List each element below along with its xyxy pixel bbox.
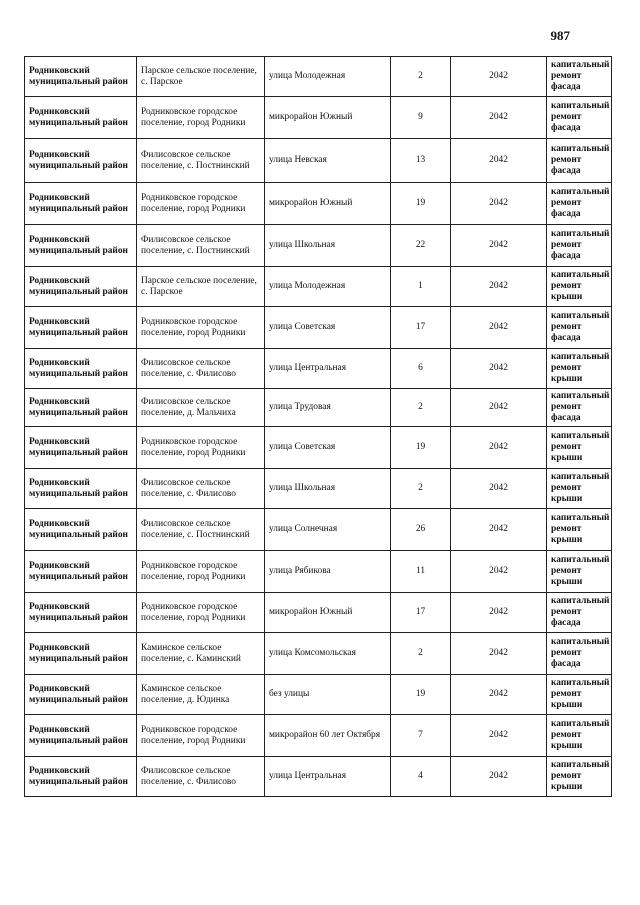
cell-year: 2042	[451, 139, 547, 183]
table-row	[25, 183, 612, 225]
cell-work-type: капитальный ремонт фасада	[547, 97, 612, 139]
table-row	[25, 469, 612, 509]
cell-year: 2042	[451, 389, 547, 427]
cell-district: Родниковский муниципальный район	[25, 139, 137, 183]
cell-district: Родниковский муниципальный район	[25, 183, 137, 225]
table-row	[25, 757, 612, 797]
cell-work-type: капитальный ремонт фасада	[547, 139, 612, 183]
cell-work-type: капитальный ремонт крыши	[547, 349, 612, 389]
cell-year: 2042	[451, 267, 547, 307]
cell-house-number: 17	[391, 307, 451, 349]
cell-settlement: Родниковское городское поселение, город Родники	[137, 593, 265, 633]
cell-work-type: капитальный ремонт крыши	[547, 715, 612, 757]
cell-year: 2042	[451, 675, 547, 715]
cell-work-type: капитальный ремонт фасада	[547, 57, 612, 97]
cell-district: Родниковский муниципальный район	[25, 469, 137, 509]
cell-work-type: капитальный ремонт фасада	[547, 183, 612, 225]
cell-settlement: Родниковское городское поселение, город Родники	[137, 97, 265, 139]
cell-house-number: 17	[391, 593, 451, 633]
table-row	[25, 551, 612, 593]
cell-street: улица Трудовая	[265, 389, 391, 427]
cell-house-number: 13	[391, 139, 451, 183]
cell-district: Родниковский муниципальный район	[25, 715, 137, 757]
cell-district: Родниковский муниципальный район	[25, 551, 137, 593]
cell-work-type: капитальный ремонт крыши	[547, 427, 612, 469]
cell-settlement: Родниковское городское поселение, город Родники	[137, 715, 265, 757]
table-row	[25, 57, 612, 97]
capital-repair-table	[24, 56, 612, 797]
cell-settlement: Филисовское сельское поселение, с. Филисово	[137, 349, 265, 389]
cell-street: улица Центральная	[265, 757, 391, 797]
table-row	[25, 349, 612, 389]
cell-work-type: капитальный ремонт фасада	[547, 593, 612, 633]
cell-street: микрорайон Южный	[265, 593, 391, 633]
cell-street: микрорайон Южный	[265, 97, 391, 139]
cell-settlement: Родниковское городское поселение, город Родники	[137, 307, 265, 349]
cell-house-number: 2	[391, 389, 451, 427]
cell-year: 2042	[451, 757, 547, 797]
cell-house-number: 19	[391, 427, 451, 469]
cell-street: улица Молодежная	[265, 57, 391, 97]
table-row	[25, 593, 612, 633]
table-row	[25, 633, 612, 675]
cell-work-type: капитальный ремонт крыши	[547, 551, 612, 593]
table-row	[25, 97, 612, 139]
cell-street: улица Центральная	[265, 349, 391, 389]
cell-district: Родниковский муниципальный район	[25, 593, 137, 633]
cell-district: Родниковский муниципальный район	[25, 389, 137, 427]
cell-settlement: Филисовское сельское поселение, с. Постнинский	[137, 139, 265, 183]
cell-settlement: Родниковское городское поселение, город Родники	[137, 551, 265, 593]
cell-house-number: 9	[391, 97, 451, 139]
cell-settlement: Филисовское сельское поселение, с. Постнинский	[137, 225, 265, 267]
cell-house-number: 19	[391, 183, 451, 225]
cell-district: Родниковский муниципальный район	[25, 675, 137, 715]
cell-street: улица Советская	[265, 427, 391, 469]
cell-year: 2042	[451, 633, 547, 675]
table-row	[25, 509, 612, 551]
cell-year: 2042	[451, 715, 547, 757]
cell-settlement: Парское сельское поселение, с. Парское	[137, 57, 265, 97]
cell-district: Родниковский муниципальный район	[25, 757, 137, 797]
cell-street: улица Комсомольская	[265, 633, 391, 675]
cell-street: улица Невская	[265, 139, 391, 183]
cell-district: Родниковский муниципальный район	[25, 225, 137, 267]
cell-year: 2042	[451, 551, 547, 593]
table-row	[25, 139, 612, 183]
table-row	[25, 267, 612, 307]
cell-work-type: капитальный ремонт крыши	[547, 757, 612, 797]
cell-house-number: 22	[391, 225, 451, 267]
cell-district: Родниковский муниципальный район	[25, 267, 137, 307]
table-row	[25, 427, 612, 469]
cell-year: 2042	[451, 307, 547, 349]
cell-year: 2042	[451, 183, 547, 225]
cell-district: Родниковский муниципальный район	[25, 427, 137, 469]
cell-house-number: 2	[391, 633, 451, 675]
cell-street: улица Рябикова	[265, 551, 391, 593]
cell-district: Родниковский муниципальный район	[25, 57, 137, 97]
table-row	[25, 715, 612, 757]
cell-house-number: 26	[391, 509, 451, 551]
cell-settlement: Каминское сельское поселение, д. Юдинка	[137, 675, 265, 715]
cell-year: 2042	[451, 427, 547, 469]
cell-street: микрорайон Южный	[265, 183, 391, 225]
cell-settlement: Каминское сельское поселение, с. Каминский	[137, 633, 265, 675]
cell-house-number: 11	[391, 551, 451, 593]
cell-house-number: 7	[391, 715, 451, 757]
table-row	[25, 225, 612, 267]
cell-street: улица Школьная	[265, 469, 391, 509]
cell-district: Родниковский муниципальный район	[25, 633, 137, 675]
cell-settlement: Филисовское сельское поселение, д. Мальчиха	[137, 389, 265, 427]
cell-settlement: Парское сельское поселение, с. Парское	[137, 267, 265, 307]
cell-work-type: капитальный ремонт крыши	[547, 509, 612, 551]
cell-house-number: 6	[391, 349, 451, 389]
cell-district: Родниковский муниципальный район	[25, 97, 137, 139]
table-body	[25, 57, 612, 797]
cell-house-number: 2	[391, 469, 451, 509]
cell-work-type: капитальный ремонт фасада	[547, 633, 612, 675]
cell-settlement: Филисовское сельское поселение, с. Филисово	[137, 469, 265, 509]
cell-street: улица Молодежная	[265, 267, 391, 307]
table-row	[25, 675, 612, 715]
cell-year: 2042	[451, 97, 547, 139]
cell-street: микрорайон 60 лет Октября	[265, 715, 391, 757]
cell-district: Родниковский муниципальный район	[25, 349, 137, 389]
cell-street: улица Солнечная	[265, 509, 391, 551]
page-number: 987	[550, 28, 570, 43]
cell-year: 2042	[451, 349, 547, 389]
table-row	[25, 389, 612, 427]
cell-house-number: 1	[391, 267, 451, 307]
cell-street: без улицы	[265, 675, 391, 715]
cell-year: 2042	[451, 225, 547, 267]
cell-year: 2042	[451, 509, 547, 551]
cell-street: улица Школьная	[265, 225, 391, 267]
cell-settlement: Филисовское сельское поселение, с. Постнинский	[137, 509, 265, 551]
cell-year: 2042	[451, 469, 547, 509]
cell-year: 2042	[451, 57, 547, 97]
cell-work-type: капитальный ремонт фасада	[547, 307, 612, 349]
cell-house-number: 2	[391, 57, 451, 97]
cell-district: Родниковский муниципальный район	[25, 307, 137, 349]
cell-street: улица Советская	[265, 307, 391, 349]
cell-work-type: капитальный ремонт крыши	[547, 675, 612, 715]
cell-work-type: капитальный ремонт крыши	[547, 267, 612, 307]
cell-district: Родниковский муниципальный район	[25, 509, 137, 551]
cell-work-type: капитальный ремонт фасада	[547, 389, 612, 427]
cell-year: 2042	[451, 593, 547, 633]
cell-settlement: Родниковское городское поселение, город Родники	[137, 183, 265, 225]
cell-settlement: Филисовское сельское поселение, с. Филисово	[137, 757, 265, 797]
cell-settlement: Родниковское городское поселение, город Родники	[137, 427, 265, 469]
cell-work-type: капитальный ремонт крыши	[547, 469, 612, 509]
cell-house-number: 4	[391, 757, 451, 797]
table-row	[25, 307, 612, 349]
cell-work-type: капитальный ремонт фасада	[547, 225, 612, 267]
cell-house-number: 19	[391, 675, 451, 715]
